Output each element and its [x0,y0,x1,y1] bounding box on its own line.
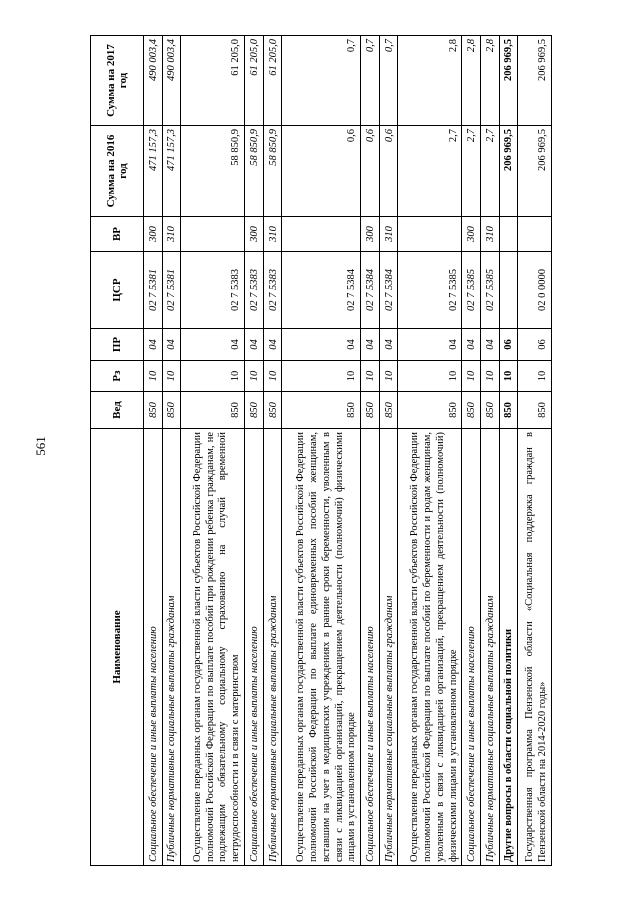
cell-sum-2016: 2,7 [398,126,462,217]
cell-sum-2017: 0,7 [361,36,380,126]
cell-pr: 04 [162,329,181,361]
cell-sum-2017: 490 003,4 [162,36,181,126]
cell-sum-2016: 2,7 [462,126,481,217]
cell-rz: 10 [518,361,552,392]
cell-csr: 02 7 5384 [379,252,398,329]
cell-vr [282,217,361,252]
cell-vr: 300 [462,217,481,252]
budget-table [90,35,552,866]
cell-sum-2017: 490 003,4 [144,36,163,126]
cell-csr: 02 7 5384 [282,252,361,329]
cell-sum-2016: 0,6 [361,126,380,217]
cell-sum-2017: 0,7 [282,36,361,126]
cell-name: Другие вопросы в области социальной политики [499,429,518,866]
cell-ved: 850 [263,392,282,429]
cell-rz: 10 [480,361,499,392]
cell-vr: 310 [480,217,499,252]
table-header-row [91,36,144,866]
cell-sum-2017: 2,8 [480,36,499,126]
cell-csr: 02 7 5385 [398,252,462,329]
cell-csr: 02 7 5381 [162,252,181,329]
cell-name: Публичные нормативные социальные выплаты гражданам [480,429,499,866]
rotated-table-container [90,36,552,866]
table-body [144,36,552,866]
cell-name: Социальное обеспечение и иные выплаты населению [245,429,264,866]
cell-sum-2017: 0,7 [379,36,398,126]
cell-sum-2016: 0,6 [379,126,398,217]
cell-ved: 850 [379,392,398,429]
header-name: Наименование [91,429,144,866]
cell-vr [518,217,552,252]
cell-name: Государственная программа Пензенской области «Социальная поддержка граждан в Пензенской области на 2014-2020 годы» [518,429,552,866]
cell-rz: 10 [398,361,462,392]
cell-csr: 02 7 5383 [245,252,264,329]
cell-rz: 10 [379,361,398,392]
cell-pr: 04 [282,329,361,361]
cell-rz: 10 [282,361,361,392]
cell-sum-2017: 61 205,0 [181,36,245,126]
cell-sum-2017: 61 205,0 [263,36,282,126]
cell-rz: 10 [263,361,282,392]
cell-ved: 850 [398,392,462,429]
cell-pr: 04 [181,329,245,361]
cell-pr: 04 [245,329,264,361]
cell-ved: 850 [162,392,181,429]
cell-rz: 10 [144,361,163,392]
cell-vr: 310 [263,217,282,252]
cell-ved: 850 [282,392,361,429]
header-ved: Вед [91,392,144,429]
table-row [480,36,499,866]
table-row [499,36,518,866]
table-row [361,36,380,866]
cell-sum-2017: 2,8 [398,36,462,126]
table-row [263,36,282,866]
cell-rz: 10 [181,361,245,392]
cell-rz: 10 [499,361,518,392]
cell-sum-2016: 471 157,3 [162,126,181,217]
cell-rz: 10 [462,361,481,392]
header-sum-2017: Сумма на 2017 год [91,36,144,126]
cell-vr: 300 [144,217,163,252]
cell-vr: 300 [245,217,264,252]
cell-pr: 04 [263,329,282,361]
cell-csr: 02 7 5385 [480,252,499,329]
cell-sum-2017: 2,8 [462,36,481,126]
cell-csr: 02 7 5383 [181,252,245,329]
cell-csr: 02 7 5383 [263,252,282,329]
cell-csr: 02 7 5385 [462,252,481,329]
cell-sum-2016: 2,7 [480,126,499,217]
cell-rz: 10 [361,361,380,392]
table-row [462,36,481,866]
cell-ved: 850 [518,392,552,429]
cell-vr [499,217,518,252]
table-row [379,36,398,866]
cell-pr: 04 [361,329,380,361]
table-row [181,36,245,866]
table-row [282,36,361,866]
cell-name: Публичные нормативные социальные выплаты гражданам [263,429,282,866]
cell-sum-2016: 58 850,9 [181,126,245,217]
cell-csr: 02 7 5381 [144,252,163,329]
cell-csr: 02 0 0000 [518,252,552,329]
cell-name: Осуществление переданных органам государственной власти субъектов Российской Федерации полномочий Российской Федерации по выплате пособий по беременности и родам женщинам, уволенным в связи с ликвидацией организаций, прекращением деятельности (полномочий) физическими лицами в установленном порядке [398,429,462,866]
cell-vr [181,217,245,252]
cell-sum-2016: 0,6 [282,126,361,217]
cell-vr [398,217,462,252]
cell-ved: 850 [181,392,245,429]
cell-pr: 04 [144,329,163,361]
table-row [245,36,264,866]
cell-sum-2016: 206 969,5 [518,126,552,217]
cell-ved: 850 [361,392,380,429]
cell-pr: 04 [480,329,499,361]
cell-pr: 06 [499,329,518,361]
cell-sum-2016: 58 850,9 [263,126,282,217]
cell-sum-2016: 206 969,5 [499,126,518,217]
header-rz: Рз [91,361,144,392]
table-row [144,36,163,866]
cell-pr: 06 [518,329,552,361]
cell-name: Осуществление переданных органам государственной власти субъектов Российской Федерации полномочий Российской Федерации по выплате пособий при рождении ребенка гражданам, не подлежащим обязательному социальному страхованию на случай временной нетрудоспособности и в связи с материнством [181,429,245,866]
cell-vr: 300 [361,217,380,252]
header-vr: ВР [91,217,144,252]
cell-ved: 850 [462,392,481,429]
header-sum-2016: Сумма на 2016 год [91,126,144,217]
cell-pr: 04 [462,329,481,361]
cell-pr: 04 [379,329,398,361]
cell-sum-2017: 61 205,0 [245,36,264,126]
cell-sum-2017: 206 969,5 [518,36,552,126]
cell-sum-2016: 471 157,3 [144,126,163,217]
cell-ved: 850 [480,392,499,429]
cell-name: Публичные нормативные социальные выплаты гражданам [162,429,181,866]
cell-sum-2017: 206 969,5 [499,36,518,126]
cell-csr: 02 7 5384 [361,252,380,329]
cell-ved: 850 [499,392,518,429]
cell-sum-2016: 58 850,9 [245,126,264,217]
cell-name: Публичные нормативные социальные выплаты гражданам [379,429,398,866]
cell-pr: 04 [398,329,462,361]
cell-vr: 310 [162,217,181,252]
header-csr: ЦСР [91,252,144,329]
page-number: 561 [33,436,48,456]
cell-name: Социальное обеспечение и иные выплаты населению [361,429,380,866]
cell-rz: 10 [162,361,181,392]
cell-name: Социальное обеспечение и иные выплаты населению [144,429,163,866]
table-row [398,36,462,866]
cell-name: Осуществление переданных органам государственной власти субъектов Российской Федерации полномочий Российской Федерации по выплате единовременных пособий женщинам, вставшим на учет в медицинских учреждениях в ранние сроки беременности, уволенным в связи с ликвидацией организаций, прекращением деятельности (полномочий) физическими лицами в установленном порядке [282,429,361,866]
cell-csr [499,252,518,329]
cell-name: Социальное обеспечение и иные выплаты населению [462,429,481,866]
cell-rz: 10 [245,361,264,392]
table-row [162,36,181,866]
cell-ved: 850 [245,392,264,429]
cell-ved: 850 [144,392,163,429]
cell-vr: 310 [379,217,398,252]
table-row [518,36,552,866]
header-pr: ПР [91,329,144,361]
